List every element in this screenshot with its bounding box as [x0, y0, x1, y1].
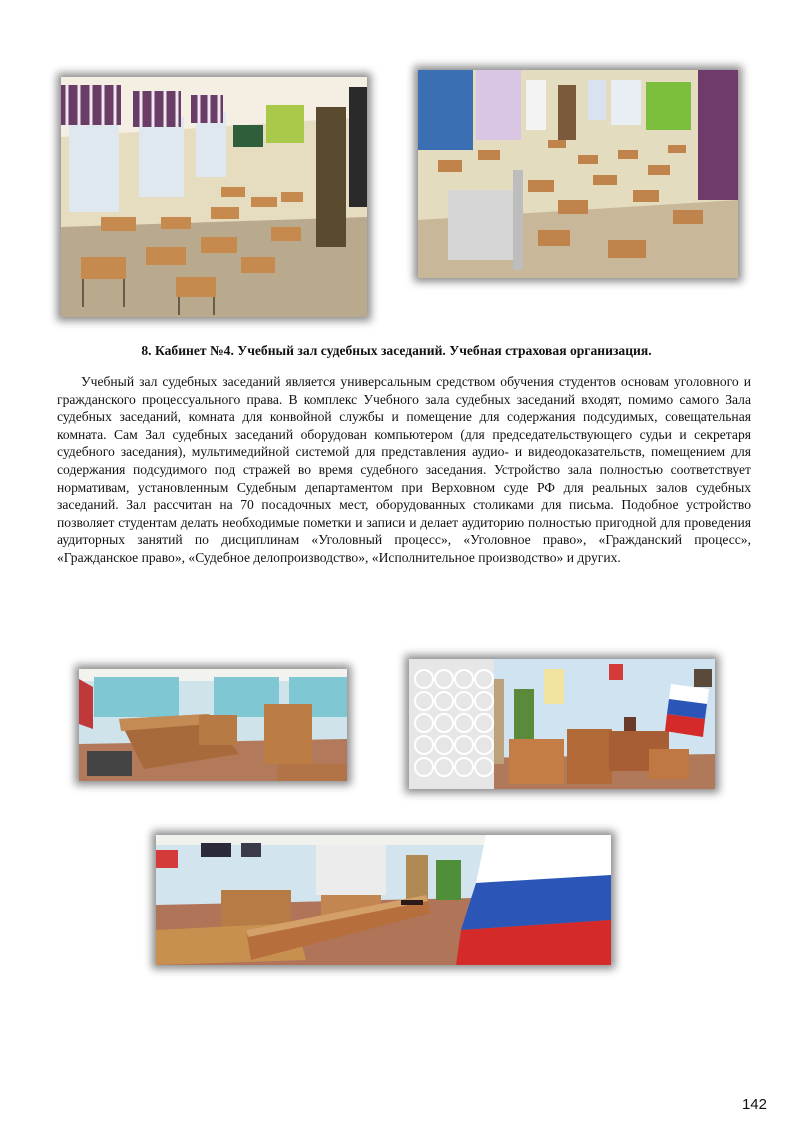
- classroom-photo-2: [418, 70, 738, 278]
- page-number: 142: [741, 1096, 767, 1113]
- body-paragraph: Учебный зал судебных заседаний является универсальным средством обучения студентов основам уголовного и гражданского процессуального права. В комплекс Учебного зала судебных заседаний входят, помимо самого Зала судебных заседаний, комната для конвойной службы и помещение для содержания подсудимых, совещательная комната. Сам Зал судебных заседаний оборудован компьютером (для председательствующего судьи и секретаря судебного заседания), мультимедийной системой для представления аудио- и видеодоказательств, помещением для содержания подсудимого под стражей во время судебного заседания. Устройство зала полностью соответствует нормативам, установленным Судебным департаментом при Верховном суде РФ для реальных залов судебных заседаний. Зал рассчитан на 70 посадочных мест, оборудованных столиками для письма. Подобное устройство позволяет студентам делать необходимые пометки и записи и делает аудиторию полностью пригодной для проведения аудиторных занятий по дисциплинам «Уголовный процесс», «Уголовное право», «Гражданский процесс», «Гражданское право», «Судебное делопроизводство», «Исполнительное производство» и других.: [57, 374, 751, 565]
- courtroom-photo-2: [409, 659, 715, 789]
- classroom-photo-1: [61, 77, 367, 317]
- courtroom-photo-1: [79, 669, 347, 781]
- courtroom-photo-3: [156, 835, 611, 965]
- section-heading: 8. Кабинет №4. Учебный зал судебных заседаний. Учебная страховая организация.: [141, 343, 652, 358]
